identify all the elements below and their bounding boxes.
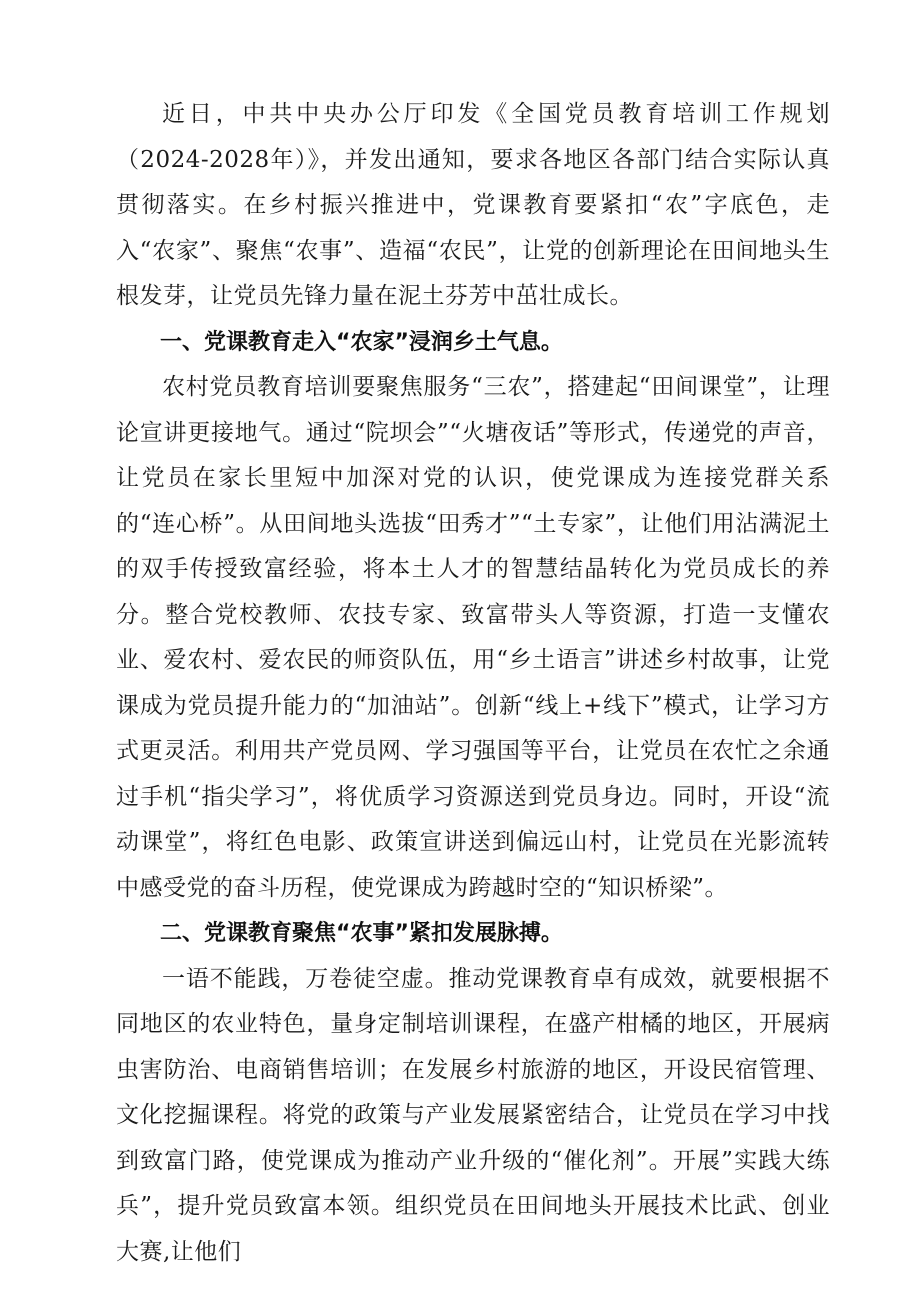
- section-2-paragraph: 一语不能践，万卷徒空虚。推动党课教育卓有成效，就要根据不同地区的农业特色，量身定制培训课程，在盛产柑橘的地区，开展病虫害防治、电商销售培训；在发展乡村旅游的地区，开设民宿管理、文化挖掘课程。将党的政策与产业发展紧密结合，让党员在学习中找到致富门路，使党课成为推动产业升级的“催化剂”。开展”实践大练兵”，提升党员致富本领。组织党员在田间地头开展技术比武、创业大赛,让他们: [116, 965, 830, 1265]
- section-1-paragraph: 农村党员教育培训要聚焦服务“三农”，搭建起“田间课堂”，让理论宣讲更接地气。通过“院坝会”“火塘夜话”等形式，传递党的声音，让党员在家长里短中加深对党的认识，使党课成为连接党群关系的“连心桥”。从田间地头选拔“田秀才”“土专家”，让他们用沾满泥土的双手传授致富经验，将本土人才的智慧结晶转化为党员成长的养分。整合党校教师、农技专家、致富带头人等资源，打造一支懂农业、爱农村、爱农民的师资队伍，用“乡土语言”讲述乡村故事，让党课成为党员提升能力的“加油站”。创新“线上+线下”模式，让学习方式更灵活。利用共产党员网、学习强国等平台，让党员在农忙之余通过手机“指尖学习”，将优质学习资源送到党员身边。同时，开设“流动课堂”，将红色电影、政策宣讲送到偏远山村，让党员在光影流转中感受党的奋斗历程，使党课成为跨越时空的“知识桥梁”。: [116, 374, 830, 901]
- document-body: [116, 92, 830, 1275]
- section-heading-1: 一、党课教育走入“农家”浸润乡土气息。: [160, 329, 563, 355]
- intro-paragraph: 近日，中共中央办公厅印发《全国党员教育培训工作规划（2024-2028年）》，并发出通知，要求各地区各部门结合实际认真贯彻落实。在乡村振兴推进中，党课教育要紧扣“农”字底色，走入“农家”、聚焦“农事”、造福“农民”，让党的创新理论在田间地头生根发芽，让党员先锋力量在泥土芬芳中茁壮成长。: [116, 101, 830, 309]
- section-heading-2: 二、党课教育聚焦“农事”紧扣发展脉搏。: [160, 921, 563, 946]
